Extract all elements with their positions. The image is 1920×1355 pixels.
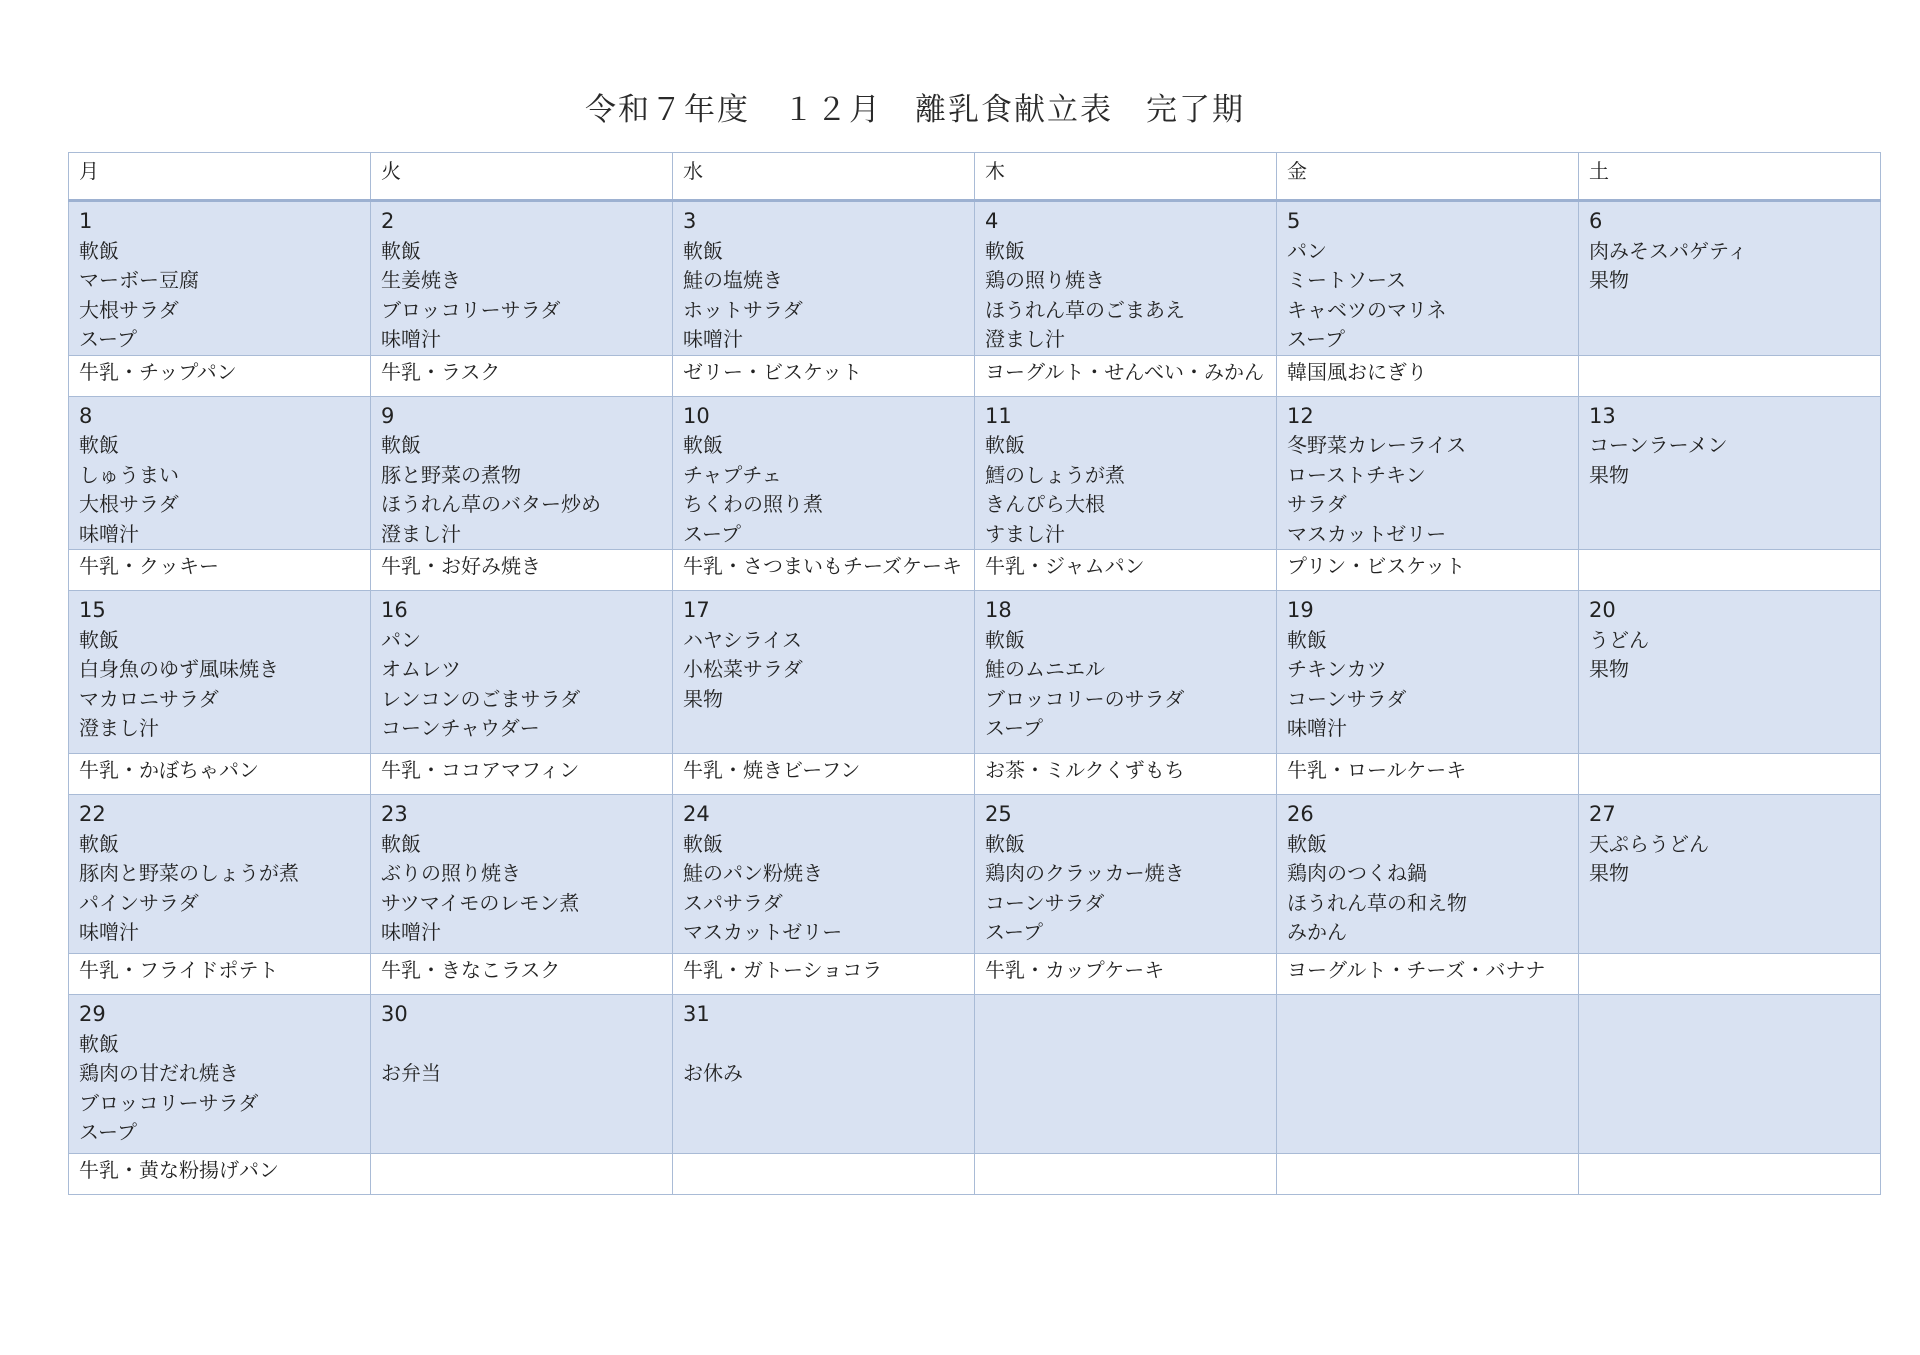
day-meal-cell: [1277, 591, 1579, 754]
snack-row: [69, 1154, 1881, 1195]
menu-item: ほうれん草のごまあえ: [985, 297, 1185, 322]
day-meal-cell: [673, 795, 975, 954]
menu-item: ミートソース: [1287, 268, 1406, 292]
menu-item: ほうれん草の和え物: [1287, 890, 1467, 915]
menu-item: コーンサラダ: [1287, 686, 1407, 711]
day-number: 22: [79, 802, 106, 826]
day-meal-cell: [1579, 995, 1881, 1154]
snack-cell: 牛乳・ジャムパン: [975, 550, 1277, 591]
menu-item: スパサラダ: [683, 890, 783, 915]
menu-item: マカロニサラダ: [79, 686, 219, 711]
day-number: 18: [985, 598, 1012, 622]
menu-item: 軟飯: [79, 238, 119, 263]
day-number: 6: [1589, 209, 1603, 233]
day-meal-cell: [1277, 201, 1579, 356]
day-number: 30: [381, 1002, 408, 1026]
menu-item: 豚肉と野菜のしょうが煮: [79, 861, 299, 885]
menu-item: ブロッコリーサラダ: [381, 297, 561, 322]
menu-item: [381, 1030, 662, 1060]
weekday-header: 火: [371, 153, 673, 201]
snack-cell: 牛乳・ラスク: [371, 355, 673, 396]
menu-item: [683, 1030, 964, 1060]
menu-item: 軟飯: [683, 831, 723, 856]
snack-cell: [1579, 754, 1881, 795]
page-title: 令和７年度 １２月 離乳食献立表 完了期: [585, 92, 1245, 128]
snack-cell: [1579, 1154, 1881, 1195]
snack-cell: 牛乳・クッキー: [69, 550, 371, 591]
menu-item: 味噌汁: [79, 920, 139, 944]
weekday-header: 土: [1579, 153, 1881, 201]
snack-cell: ゼリー・ビスケット: [673, 355, 975, 396]
menu-item: 味噌汁: [381, 327, 441, 351]
day-meal-cell: [371, 591, 673, 754]
snack-cell: プリン・ビスケット: [1277, 550, 1579, 591]
snack-row: [69, 550, 1881, 591]
menu-item: 冬野菜カレーライス: [1287, 433, 1467, 457]
day-number: 20: [1589, 598, 1616, 622]
menu-item: コーンサラダ: [985, 890, 1105, 915]
menu-item: パインサラダ: [79, 890, 199, 915]
menu-item: 鮭のパン粉焼き: [683, 861, 823, 885]
menu-item: マーボー豆腐: [79, 268, 199, 292]
day-meal-cell: [1277, 795, 1579, 954]
menu-item: 軟飯: [985, 627, 1025, 652]
day-number: 29: [79, 1002, 106, 1026]
day-number: 25: [985, 802, 1012, 826]
menu-item: スープ: [1287, 327, 1345, 351]
snack-cell: 牛乳・さつまいもチーズケーキ: [673, 550, 975, 591]
day-number: 9: [381, 403, 395, 428]
menu-item: すまし汁: [985, 521, 1065, 546]
snack-cell: [371, 1154, 673, 1195]
day-meal-cell: [1277, 396, 1579, 550]
menu-item: 鮭の塩焼き: [683, 268, 783, 292]
menu-item: 果物: [683, 686, 723, 711]
day-meal-cell: [69, 795, 371, 954]
menu-item: 果物: [1589, 657, 1629, 681]
menu-item: 大根サラダ: [79, 492, 179, 516]
menu-item: 軟飯: [985, 433, 1025, 457]
snack-cell: 牛乳・チップパン: [69, 355, 371, 396]
menu-item: 白身魚のゆず風味焼き: [79, 657, 279, 681]
menu-item: 澄まし汁: [381, 521, 461, 546]
snack-row: [69, 754, 1881, 795]
menu-item: 肉みそスパゲティ: [1589, 238, 1748, 263]
menu-item: 軟飯: [79, 627, 119, 652]
menu-item: 軟飯: [1287, 831, 1327, 856]
day-number: 23: [381, 802, 408, 826]
meal-row: [69, 591, 1881, 754]
menu-item: サツマイモのレモン煮: [381, 890, 580, 915]
day-meal-cell: [975, 201, 1277, 356]
weekday-header-row: [69, 153, 1881, 201]
day-number: 3: [683, 209, 697, 233]
menu-item: 鶏肉の甘だれ焼き: [79, 1061, 239, 1085]
meal-row: [69, 396, 1881, 550]
menu-item: 鮭のムニエル: [985, 657, 1105, 681]
snack-row: [69, 954, 1881, 995]
meal-row: [69, 795, 1881, 954]
menu-item: スープ: [79, 1120, 137, 1144]
menu-item: 軟飯: [79, 433, 119, 457]
menu-item: 大根サラダ: [79, 297, 179, 322]
menu-item: ほうれん草のバター炒め: [381, 492, 601, 516]
menu-calendar-table: [68, 152, 1881, 1195]
snack-cell: 牛乳・きなこラスク: [371, 954, 673, 995]
menu-table-body: [69, 153, 1881, 1195]
day-number: 16: [381, 598, 408, 622]
day-number: 1: [79, 209, 93, 233]
menu-item: 味噌汁: [381, 920, 441, 944]
menu-item: スープ: [985, 920, 1043, 944]
menu-item: ぶりの照り焼き: [381, 861, 521, 885]
menu-item: 軟飯: [683, 238, 723, 263]
menu-item: 鶏の照り焼き: [985, 268, 1105, 292]
snack-cell: 牛乳・カップケーキ: [975, 954, 1277, 995]
menu-item: 果物: [1589, 268, 1629, 292]
snack-cell: 韓国風おにぎり: [1277, 355, 1579, 396]
day-number: 8: [79, 403, 93, 428]
snack-cell: [975, 1154, 1277, 1195]
menu-item: チキンカツ: [1287, 657, 1387, 681]
menu-item: 味噌汁: [683, 327, 743, 351]
day-number: 12: [1287, 403, 1314, 428]
menu-item: スープ: [985, 716, 1043, 740]
menu-item: お弁当: [381, 1061, 441, 1085]
snack-cell: お茶・ミルクくずもち: [975, 754, 1277, 795]
menu-item: 豚と野菜の煮物: [381, 462, 521, 487]
day-meal-cell: [975, 591, 1277, 754]
day-number: 17: [683, 598, 710, 622]
menu-item: オムレツ: [381, 657, 461, 681]
menu-item: 果物: [1589, 462, 1629, 487]
day-meal-cell: [673, 396, 975, 550]
menu-item: 鱈のしょうが煮: [985, 462, 1125, 487]
day-meal-cell: [371, 201, 673, 356]
day-number: 5: [1287, 209, 1301, 233]
snack-cell: [1579, 355, 1881, 396]
menu-item: 鶏肉のクラッカー焼き: [985, 861, 1185, 885]
menu-item: ローストチキン: [1287, 462, 1426, 487]
menu-item: 軟飯: [985, 831, 1025, 856]
day-meal-cell: [673, 995, 975, 1154]
day-number: 31: [683, 1002, 710, 1026]
menu-item: チャプチェ: [683, 462, 782, 487]
menu-item: マスカットゼリー: [1287, 521, 1447, 546]
menu-item: サラダ: [1287, 492, 1347, 516]
snack-cell: 牛乳・ガトーショコラ: [673, 954, 975, 995]
menu-item: コーンラーメン: [1589, 433, 1728, 457]
day-meal-cell: [1579, 795, 1881, 954]
day-number: 11: [985, 403, 1012, 428]
menu-item: 味噌汁: [1287, 716, 1347, 740]
snack-cell: 牛乳・フライドポテト: [69, 954, 371, 995]
menu-item: 味噌汁: [79, 521, 139, 546]
day-number: 19: [1287, 598, 1314, 622]
day-meal-cell: [69, 396, 371, 550]
day-number: 10: [683, 403, 710, 428]
menu-item: 小松菜サラダ: [683, 657, 803, 681]
menu-item: スープ: [79, 327, 137, 351]
day-meal-cell: [975, 396, 1277, 550]
menu-item: 軟飯: [381, 831, 421, 856]
menu-item: 軟飯: [79, 831, 119, 856]
menu-item: ホットサラダ: [683, 297, 803, 322]
day-meal-cell: [371, 396, 673, 550]
menu-item: うどん: [1589, 627, 1649, 652]
menu-item: 澄まし汁: [79, 716, 159, 740]
day-meal-cell: [1579, 591, 1881, 754]
menu-item: コーンチャウダー: [381, 716, 540, 740]
menu-item: ブロッコリーのサラダ: [985, 686, 1185, 711]
menu-item: しゅうまい: [79, 462, 179, 487]
menu-item: 果物: [1589, 861, 1629, 885]
snack-cell: 牛乳・ロールケーキ: [1277, 754, 1579, 795]
day-meal-cell: [1579, 201, 1881, 356]
day-number: 24: [683, 802, 710, 826]
menu-item: 天ぷらうどん: [1589, 831, 1709, 856]
snack-cell: 牛乳・ココアマフィン: [371, 754, 673, 795]
menu-item: お休み: [683, 1061, 743, 1085]
meal-row: [69, 995, 1881, 1154]
day-number: 27: [1589, 802, 1616, 826]
weekday-header: 金: [1277, 153, 1579, 201]
day-meal-cell: [975, 795, 1277, 954]
menu-item: 軟飯: [683, 433, 723, 457]
day-meal-cell: [975, 995, 1277, 1154]
snack-cell: [1579, 954, 1881, 995]
day-number: 4: [985, 209, 999, 233]
day-number: 15: [79, 598, 106, 622]
snack-cell: ヨーグルト・チーズ・バナナ: [1277, 954, 1579, 995]
menu-item: 軟飯: [1287, 627, 1327, 652]
menu-item: マスカットゼリー: [683, 920, 843, 944]
meal-row: [69, 201, 1881, 356]
day-meal-cell: [69, 201, 371, 356]
snack-cell: 牛乳・お好み焼き: [371, 550, 673, 591]
menu-item: きんぴら大根: [985, 492, 1105, 516]
menu-item: パン: [1287, 238, 1327, 263]
day-meal-cell: [1579, 396, 1881, 550]
day-meal-cell: [371, 995, 673, 1154]
menu-item: 鶏肉のつくね鍋: [1287, 861, 1427, 885]
menu-item: キャベツのマリネ: [1287, 297, 1447, 322]
weekday-header: 月: [69, 153, 371, 201]
day-number: 2: [381, 209, 395, 233]
day-number: 13: [1589, 403, 1616, 428]
snack-cell: [673, 1154, 975, 1195]
snack-cell: [1579, 550, 1881, 591]
menu-item: パン: [381, 627, 421, 652]
day-meal-cell: [673, 201, 975, 356]
menu-item: ブロッコリーサラダ: [79, 1090, 259, 1115]
day-number: 26: [1287, 802, 1314, 826]
menu-item: スープ: [683, 521, 741, 546]
menu-item: 生姜焼き: [381, 268, 461, 292]
snack-cell: 牛乳・黄な粉揚げパン: [69, 1154, 371, 1195]
snack-row: [69, 355, 1881, 396]
day-meal-cell: [69, 591, 371, 754]
menu-item: 澄まし汁: [985, 327, 1065, 351]
menu-item: ちくわの照り煮: [683, 492, 823, 516]
day-meal-cell: [673, 591, 975, 754]
day-meal-cell: [1277, 995, 1579, 1154]
day-meal-cell: [371, 795, 673, 954]
snack-cell: ヨーグルト・せんべい・みかん: [975, 355, 1277, 396]
weekday-header: 水: [673, 153, 975, 201]
menu-item: 軟飯: [381, 238, 421, 263]
snack-cell: 牛乳・焼きビーフン: [673, 754, 975, 795]
menu-item: レンコンのごまサラダ: [381, 686, 581, 711]
menu-item: 軟飯: [79, 1031, 119, 1056]
snack-cell: 牛乳・かぼちゃパン: [69, 754, 371, 795]
snack-cell: [1277, 1154, 1579, 1195]
menu-item: みかん: [1287, 920, 1347, 944]
menu-item: 軟飯: [985, 238, 1025, 263]
day-meal-cell: [69, 995, 371, 1154]
weekday-header: 木: [975, 153, 1277, 201]
menu-item: ハヤシライス: [683, 627, 802, 652]
menu-item: 軟飯: [381, 433, 421, 457]
